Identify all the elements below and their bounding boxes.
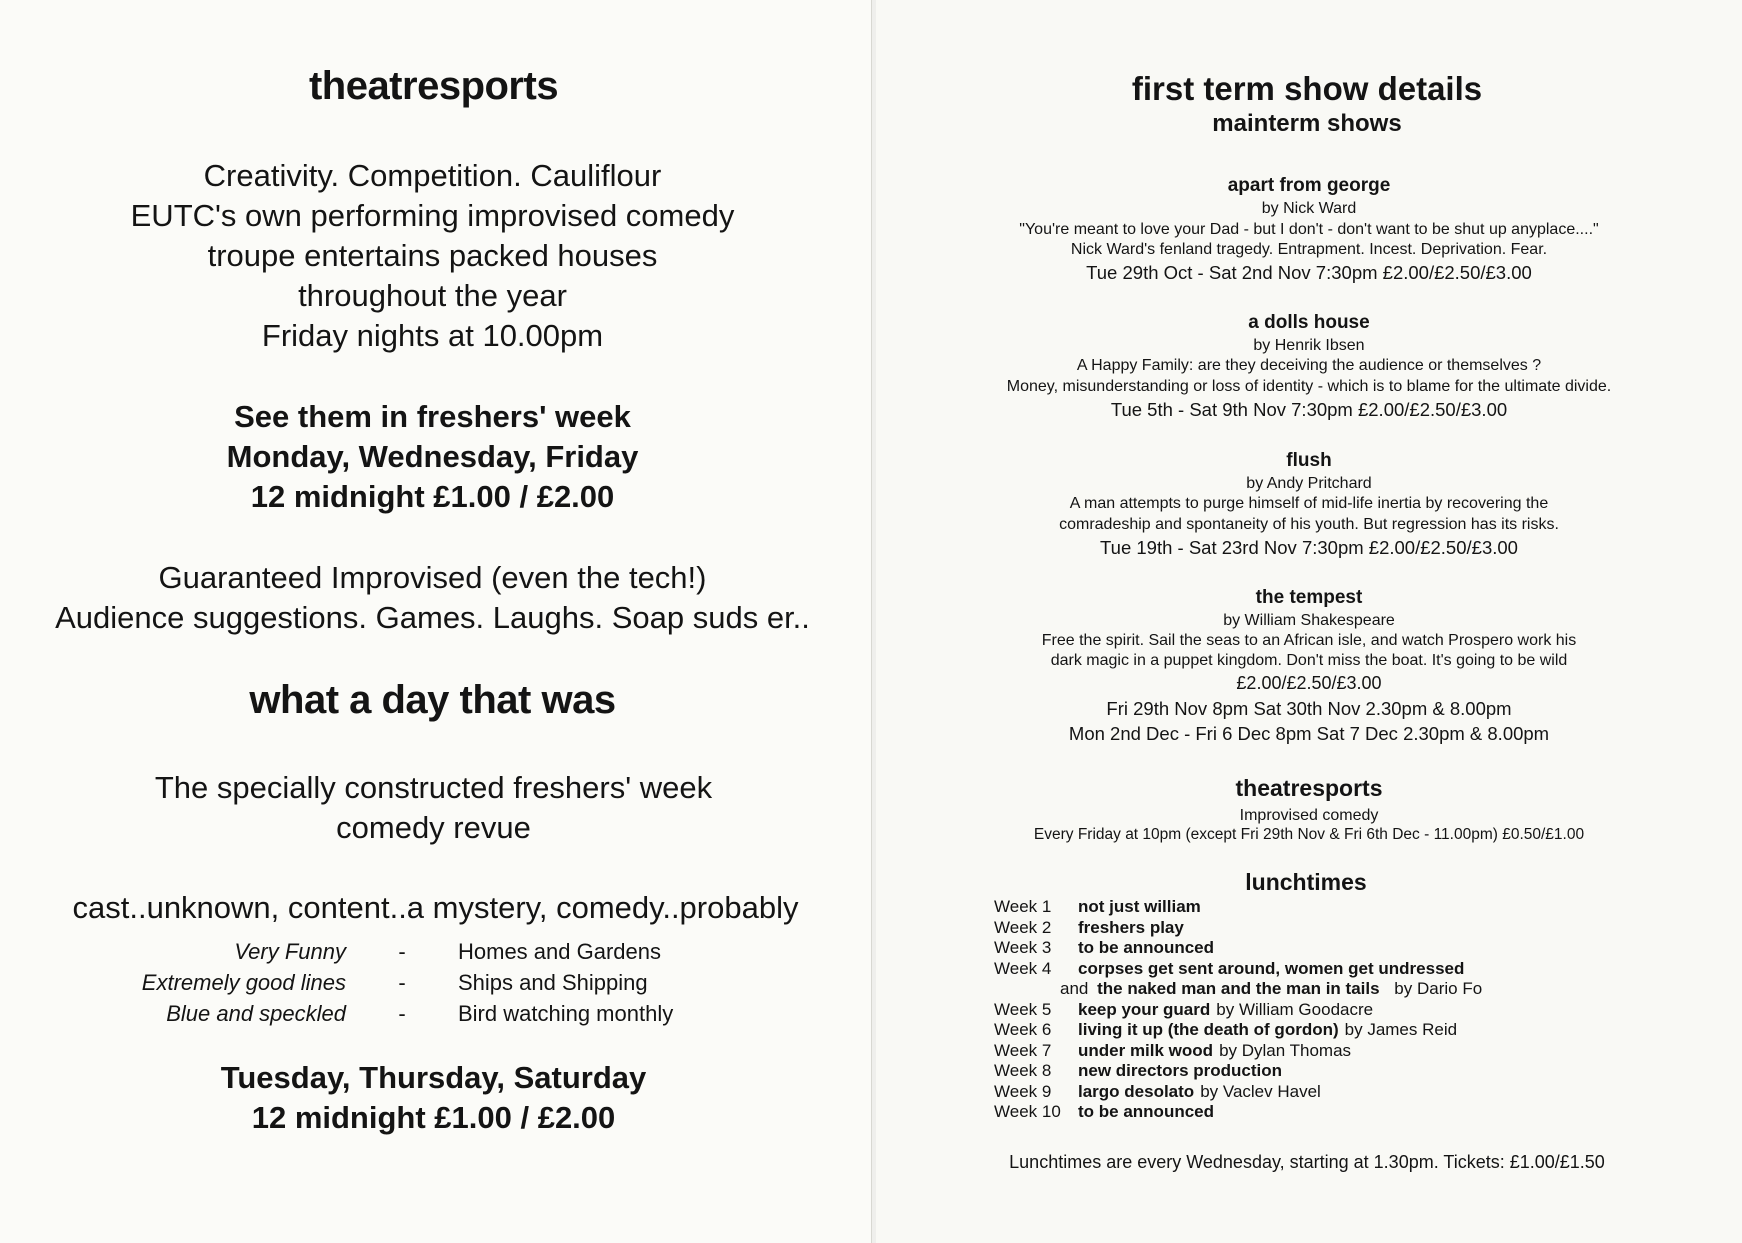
theatresports-line: Creativity. Competition. Cauliflour xyxy=(203,158,662,193)
rating-source: Bird watching monthly xyxy=(458,1000,674,1026)
page-subtitle: mainterm shows xyxy=(1212,110,1402,137)
lunchtime-week: Week 9 xyxy=(994,1081,1052,1101)
show-desc: comradeship and spontaneity of his youth. But regression has its risks. xyxy=(1059,516,1559,533)
lunchtime-title: corpses get sent around, women get undressed xyxy=(1078,958,1465,978)
rating-source: Ships and Shipping xyxy=(458,969,648,995)
theatresports-extra-line: Audience suggestions. Games. Laughs. Soap suds er.. xyxy=(55,600,810,635)
lunchtime-author xyxy=(1201,897,1207,916)
rating-source: Homes and Gardens xyxy=(458,938,661,964)
right-page xyxy=(876,0,1742,1243)
lunchtime-row xyxy=(994,1000,1492,1021)
page-title: first term show details xyxy=(1131,70,1483,107)
lunchtime-author xyxy=(1214,1102,1220,1121)
show-desc: "You're meant to love your Dad - but I don't - don't want to be shut up anyplace...." xyxy=(1019,221,1599,238)
lunchtime-row-continued xyxy=(994,979,1492,1000)
theatresports-line: EUTC's own performing improvised comedy xyxy=(130,198,735,233)
lunchtime-row xyxy=(994,897,1492,918)
lunchtime-author: by William Goodacre xyxy=(1216,999,1374,1019)
lunchtime-week: Week 2 xyxy=(994,917,1052,937)
show-desc: Money, misunderstanding or loss of identity - which is to blame for the ultimate divide. xyxy=(1006,378,1612,395)
theatresports-extra-line: Guaranteed Improvised (even the tech!) xyxy=(158,560,707,595)
show-desc: A man attempts to purge himself of mid-life inertia by recovering the xyxy=(1069,495,1549,512)
lunchtime-week: Week 10 xyxy=(994,1102,1061,1122)
show-title: a dolls house xyxy=(1248,312,1370,333)
lunchtime-row xyxy=(994,1020,1492,1041)
lunchtime-week: Week 5 xyxy=(994,999,1052,1019)
rating-quote: Extremely good lines xyxy=(141,969,346,995)
show-dates: Tue 19th - Sat 23rd Nov 7:30pm £2.00/£2.50/£3.00 xyxy=(1100,537,1518,558)
show-author: by William Shakespeare xyxy=(1223,612,1395,629)
show-desc: A Happy Family: are they deceiving the audience or themselves ? xyxy=(1076,357,1542,374)
lunchtime-week: Week 6 xyxy=(994,1020,1052,1040)
lunchtime-author: by Dario Fo xyxy=(1394,979,1483,999)
theatresports-heading: theatresports xyxy=(1235,775,1383,801)
lunchtime-week: Week 4 xyxy=(994,958,1052,978)
lunchtime-title: freshers play xyxy=(1078,917,1184,937)
lunchtime-title: to be announced xyxy=(1078,938,1214,958)
rating-row xyxy=(92,998,718,1029)
lunchtime-row xyxy=(994,1061,1492,1082)
lunchtimes-heading: lunchtimes xyxy=(1245,869,1367,895)
revue-line: comedy revue xyxy=(336,810,531,845)
freshers-line: See them in freshers' week xyxy=(234,399,631,434)
show-dates: Fri 29th Nov 8pm Sat 30th Nov 2.30pm & 8.00pm xyxy=(1106,698,1512,719)
rating-row xyxy=(92,967,718,998)
rating-dash: - xyxy=(398,1000,406,1026)
lunchtime-author xyxy=(1282,1061,1288,1080)
lunchtime-week: Week 1 xyxy=(994,897,1052,917)
lunchtime-author: by James Reid xyxy=(1344,1020,1458,1040)
lunchtime-week: Week 3 xyxy=(994,938,1052,958)
ratings-table xyxy=(92,936,718,1029)
lunchtime-title: not just william xyxy=(1078,897,1201,917)
rating-row xyxy=(92,936,718,967)
lunchtime-title: keep your guard xyxy=(1078,999,1211,1019)
show-dates: Mon 2nd Dec - Fri 6 Dec 8pm Sat 7 Dec 2.30pm & 8.00pm xyxy=(1068,723,1550,744)
lunchtime-author xyxy=(1184,918,1190,937)
show-desc: Free the spirit. Sail the seas to an African isle, and watch Prospero work his xyxy=(1041,632,1577,649)
lunchtime-author xyxy=(1464,959,1470,978)
revue-dates-line: Tuesday, Thursday, Saturday xyxy=(220,1060,647,1095)
lunchtime-author: by Dylan Thomas xyxy=(1219,1040,1352,1060)
revue-dates-line: 12 midnight £1.00 / £2.00 xyxy=(251,1100,616,1135)
lunchtime-title: the naked man and the man in tails xyxy=(1097,979,1380,999)
lunchtime-row xyxy=(994,938,1492,959)
show-desc: Nick Ward's fenland tragedy. Entrapment. Incest. Deprivation. Fear. xyxy=(1070,241,1548,258)
lunchtimes-footer: Lunchtimes are every Wednesday, starting at 1.30pm. Tickets: £1.00/£1.50 xyxy=(1009,1152,1605,1172)
theatresports-line: Friday nights at 10.00pm xyxy=(261,318,604,353)
rating-quote: Blue and speckled xyxy=(166,1000,346,1026)
lunchtime-row xyxy=(994,918,1492,939)
lunchtime-title: new directors production xyxy=(1078,1061,1283,1081)
lunchtime-week: Week 7 xyxy=(994,1040,1052,1060)
show-dates: Tue 29th Oct - Sat 2nd Nov 7:30pm £2.00/£2.50/£3.00 xyxy=(1086,262,1532,283)
show-author: by Andy Pritchard xyxy=(1246,475,1372,492)
lunchtime-row xyxy=(994,1082,1492,1103)
lunchtimes-table xyxy=(994,897,1492,1123)
lunchtime-row xyxy=(994,1102,1492,1123)
revue-tagline: cast..unknown, content..a mystery, comedy..probably xyxy=(72,890,799,925)
freshers-line: Monday, Wednesday, Friday xyxy=(226,439,639,474)
show-author: by Henrik Ibsen xyxy=(1253,337,1365,354)
lunchtime-title: to be announced xyxy=(1078,1102,1214,1122)
lunchtime-title: largo desolato xyxy=(1078,1081,1195,1101)
lunchtime-row xyxy=(994,1041,1492,1062)
lunchtime-row xyxy=(994,959,1492,980)
rating-quote: Very Funny xyxy=(234,938,346,964)
lunchtime-and: and xyxy=(1060,979,1089,999)
show-prices: £2.00/£2.50/£3.00 xyxy=(1236,673,1382,693)
lunchtime-week: Week 8 xyxy=(994,1061,1052,1081)
show-title: apart from george xyxy=(1227,175,1391,196)
theatresports-line: troupe entertains packed houses xyxy=(207,238,658,273)
show-title: the tempest xyxy=(1255,587,1363,608)
show-desc: dark magic in a puppet kingdom. Don't miss the boat. It's going to be wild xyxy=(1050,652,1568,669)
show-title: flush xyxy=(1286,450,1332,471)
lunchtime-author: by Vaclev Havel xyxy=(1200,1081,1321,1101)
theatresports-line: throughout the year xyxy=(298,278,567,313)
show-dates: Tue 5th - Sat 9th Nov 7:30pm £2.00/£2.50/£3.00 xyxy=(1110,399,1508,420)
what-a-day-title: what a day that was xyxy=(249,678,616,722)
freshers-line: 12 midnight £1.00 / £2.00 xyxy=(250,479,615,514)
show-author: by Nick Ward xyxy=(1261,200,1357,217)
lunchtime-title: living it up (the death of gordon) xyxy=(1078,1020,1339,1040)
theatresports-title: theatresports xyxy=(308,64,559,108)
rating-dash: - xyxy=(398,969,406,995)
theatresports-detail: Every Friday at 10pm (except Fri 29th Nov & Fri 6th Dec - 11.00pm) £0.50/£1.00 xyxy=(1033,826,1585,843)
revue-line: The specially constructed freshers' week xyxy=(154,770,713,805)
lunchtime-author xyxy=(1214,938,1220,957)
lunchtime-title: under milk wood xyxy=(1078,1040,1214,1060)
rating-dash: - xyxy=(398,938,406,964)
theatresports-subtitle: Improvised comedy xyxy=(1239,807,1379,824)
